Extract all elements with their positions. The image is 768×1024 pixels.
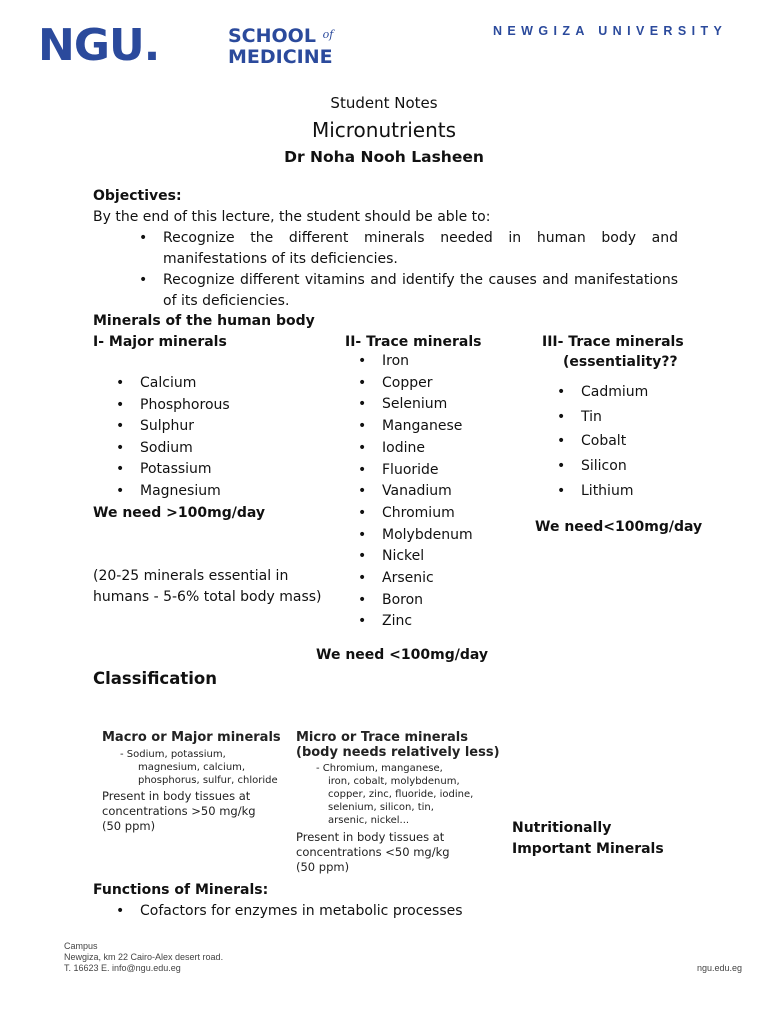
- classification-heading: Classification: [93, 669, 217, 688]
- major-mineral-item: • Potassium: [116, 459, 230, 481]
- major-mineral-item: • Phosphorous: [116, 395, 230, 417]
- micro-minerals-list: [316, 762, 501, 827]
- trace-mineral-item: • Iodine: [358, 438, 473, 460]
- trace-mineral-item: • Iron: [358, 351, 473, 373]
- trace3-mineral-item: • Cadmium: [557, 380, 648, 405]
- document-label: Student Notes: [330, 94, 438, 112]
- school-line1: SCHOOL: [228, 25, 316, 47]
- objectives-section: [93, 186, 678, 312]
- trace-mineral-item: • Zinc: [358, 611, 473, 633]
- major-minerals-list: [116, 373, 230, 503]
- trace-mineral-item: • Boron: [358, 590, 473, 612]
- micro-list-line: copper, zinc, fluoride, iodine,: [328, 789, 474, 800]
- trace-mineral-item: • Arsenic: [358, 568, 473, 590]
- micro-list-line: arsenic, nickel...: [328, 815, 410, 826]
- trace3-title-line1: III- Trace minerals: [542, 334, 684, 350]
- footer-contact: [64, 941, 223, 974]
- campus-contact: T. 16623 E. info@ngu.edu.eg: [64, 963, 181, 973]
- trace-minerals-list: [358, 351, 473, 633]
- trace-mineral-item: • Selenium: [358, 394, 473, 416]
- trace3-minerals-need: We need<100mg/day: [535, 519, 703, 535]
- micro-minerals-title-line2: (body needs relatively less): [296, 745, 500, 760]
- trace-minerals-need: We need <100mg/day: [316, 647, 489, 663]
- trace-mineral-item: • Chromium: [358, 503, 473, 525]
- micro-list-line: - Chromium, manganese,: [316, 763, 443, 774]
- macro-minerals-title: Macro or Major minerals: [102, 730, 281, 745]
- campus-label: Campus: [64, 941, 98, 951]
- trace-mineral-item: • Fluoride: [358, 460, 473, 482]
- campus-address: Newgiza, km 22 Cairo-Alex desert road.: [64, 952, 224, 962]
- objectives-intro: By the end of this lecture, the student should be able to:: [93, 209, 491, 225]
- macro-desc-line: Present in body tissues at: [102, 789, 251, 803]
- micro-list-line: selenium, silicon, tin,: [328, 802, 434, 813]
- trace3-title-line2: (essentiality??: [563, 354, 678, 370]
- major-mineral-item: • Sodium: [116, 438, 230, 460]
- micro-desc-line: concentrations <50 mg/kg: [296, 845, 450, 859]
- objective-item: • Recognize different vitamins and identify the causes and manifestations of its deficiencies.: [139, 270, 678, 312]
- trace-mineral-item: • Molybdenum: [358, 525, 473, 547]
- macro-desc-line: concentrations >50 mg/kg: [102, 804, 256, 818]
- trace-minerals-title: II- Trace minerals: [345, 334, 482, 350]
- macro-minerals-figure: [102, 730, 292, 834]
- micro-minerals-figure: [296, 730, 501, 875]
- major-minerals-need: We need >100mg/day: [93, 505, 266, 521]
- objectives-heading: Objectives:: [93, 188, 182, 204]
- caption-line1: Nutritionally: [512, 820, 612, 836]
- trace3-minerals-list: [557, 380, 648, 504]
- trace3-mineral-item: • Lithium: [557, 479, 648, 504]
- micro-list-line: iron, cobalt, molybdenum,: [328, 776, 460, 787]
- university-name: NEWGIZA UNIVERSITY: [493, 24, 728, 38]
- document-author: Dr Noha Nooh Lasheen: [284, 148, 484, 166]
- trace-mineral-item: • Copper: [358, 373, 473, 395]
- macro-minerals-list: [120, 748, 292, 787]
- school-of-medicine-logo: [228, 24, 333, 68]
- caption-line2: Important Minerals: [512, 841, 664, 857]
- minerals-count-note: (20-25 minerals essential in humans - 5-6% total body mass): [93, 568, 322, 605]
- footer-website: ngu.edu.eg: [697, 963, 743, 973]
- macro-minerals-desc: [102, 789, 292, 834]
- objectives-list: [139, 228, 678, 312]
- micro-minerals-desc: [296, 830, 501, 875]
- macro-list-line: phosphorus, sulfur, chloride: [138, 775, 278, 786]
- micro-desc-line: (50 ppm): [296, 860, 350, 874]
- major-mineral-item: • Calcium: [116, 373, 230, 395]
- trace3-mineral-item: • Tin: [557, 405, 648, 430]
- function-item: • Cofactors for enzymes in metabolic processes: [116, 901, 463, 922]
- minerals-heading: Minerals of the human body: [93, 313, 315, 329]
- objective-item: • Recognize the different minerals needed in human body and manifestations of its deficiencies.: [139, 228, 678, 270]
- major-mineral-item: • Magnesium: [116, 481, 230, 503]
- trace3-mineral-item: • Cobalt: [557, 429, 648, 454]
- macro-desc-line: (50 ppm): [102, 819, 156, 833]
- trace-mineral-item: • Vanadium: [358, 481, 473, 503]
- figure-caption: [512, 818, 664, 860]
- micro-desc-line: Present in body tissues at: [296, 830, 445, 844]
- document-title: Micronutrients: [311, 118, 457, 142]
- functions-heading: Functions of Minerals:: [93, 882, 269, 898]
- trace-mineral-item: • Manganese: [358, 416, 473, 438]
- school-of-text: of: [322, 28, 334, 41]
- trace-mineral-item: • Nickel: [358, 546, 473, 568]
- macro-list-line: - Sodium, potassium,: [120, 749, 226, 760]
- major-minerals-title: I- Major minerals: [93, 334, 227, 350]
- macro-list-line: magnesium, calcium,: [138, 762, 246, 773]
- micro-minerals-title-line1: Micro or Trace minerals: [296, 730, 468, 745]
- ngu-logo: NGU.: [38, 20, 160, 71]
- trace3-mineral-item: • Silicon: [557, 454, 648, 479]
- school-line2: MEDICINE: [228, 46, 333, 68]
- major-mineral-item: • Sulphur: [116, 416, 230, 438]
- functions-list: [116, 901, 463, 922]
